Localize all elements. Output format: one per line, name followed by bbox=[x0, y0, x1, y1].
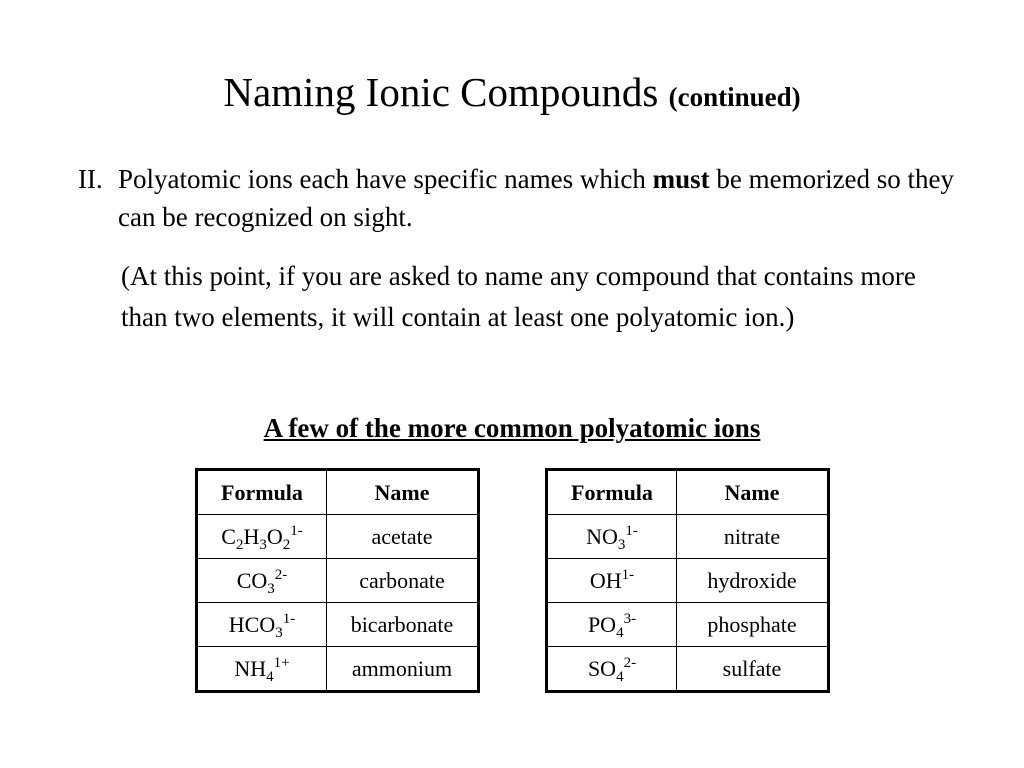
table-row bbox=[197, 647, 479, 692]
name-cell: hydroxide bbox=[677, 559, 829, 603]
parenthetical-note: (At this point, if you are asked to name any compound that contains more than two elements, it will contain at least one polyatomic ion.) bbox=[121, 261, 916, 332]
formula-subscript: 4 bbox=[616, 624, 624, 641]
formula-charge: 2- bbox=[274, 566, 288, 583]
formula-cell bbox=[197, 515, 327, 559]
slide-title bbox=[0, 66, 1024, 123]
formula-header: Formula bbox=[547, 470, 677, 515]
table-header-row bbox=[197, 470, 479, 515]
point-text-after: be memorized so they can be recognized on sight. bbox=[118, 164, 955, 232]
formula-charge: 1- bbox=[290, 522, 303, 539]
formula-symbol: O bbox=[266, 523, 283, 549]
slide-title-main: Naming Ionic Compounds bbox=[223, 69, 659, 115]
formula-charge: 1- bbox=[621, 566, 635, 583]
name-cell: ammonium bbox=[327, 647, 479, 692]
point-number: II. bbox=[78, 164, 103, 194]
table-row bbox=[197, 515, 479, 559]
name-cell: sulfate bbox=[677, 647, 829, 692]
formula-symbol: OH bbox=[589, 567, 622, 593]
formula-subscript: 3 bbox=[259, 536, 267, 553]
formula-symbol: CO bbox=[236, 567, 268, 593]
name-header: Name bbox=[327, 470, 479, 515]
point-text-before: Polyatomic ions each have specific names which bbox=[118, 164, 653, 194]
name-header: Name bbox=[677, 470, 829, 515]
name-cell: phosphate bbox=[677, 603, 829, 647]
name-cell: carbonate bbox=[327, 559, 479, 603]
formula-cell bbox=[197, 603, 327, 647]
formula-symbol: HCO bbox=[228, 611, 276, 637]
formula-charge: 1+ bbox=[273, 654, 290, 671]
formula-subscript: 3 bbox=[617, 536, 626, 553]
formula-charge: 1- bbox=[282, 610, 296, 627]
formula-symbol: PO bbox=[587, 611, 617, 637]
table-caption: A few of the more common polyatomic ions bbox=[263, 413, 761, 443]
formula-cell bbox=[197, 647, 327, 692]
table-row bbox=[547, 515, 829, 559]
formula-subscript: 3 bbox=[267, 580, 275, 597]
formula-symbol: H bbox=[243, 523, 260, 549]
formula-header: Formula bbox=[197, 470, 327, 515]
formula-cell bbox=[547, 559, 677, 603]
formula-subscript: 2 bbox=[235, 536, 244, 553]
table-row bbox=[197, 559, 479, 603]
formula-cell bbox=[547, 603, 677, 647]
formula-subscript: 4 bbox=[266, 668, 274, 685]
point-two bbox=[78, 160, 958, 236]
point-emphasis: must bbox=[652, 164, 710, 194]
formula-cell bbox=[547, 647, 677, 692]
formula-subscript: 2 bbox=[282, 536, 291, 553]
point-text bbox=[118, 160, 958, 236]
formula-charge: 2- bbox=[623, 654, 637, 671]
table-header-row bbox=[547, 470, 829, 515]
formula-symbol: NO bbox=[586, 523, 618, 549]
formula-charge: 1- bbox=[625, 522, 638, 539]
table-row bbox=[547, 647, 829, 692]
formula-symbol: NH bbox=[234, 655, 267, 681]
formula-cell bbox=[197, 559, 327, 603]
formula-symbol: C bbox=[221, 523, 236, 549]
table-row bbox=[547, 559, 829, 603]
name-cell: bicarbonate bbox=[327, 603, 479, 647]
formula-symbol: SO bbox=[587, 655, 617, 681]
formula-subscript: 4 bbox=[616, 668, 624, 685]
slide-title-sub: (continued) bbox=[668, 82, 801, 112]
formula-subscript: 3 bbox=[275, 624, 283, 641]
ions-table-left bbox=[195, 468, 480, 693]
table-row bbox=[547, 603, 829, 647]
name-cell: acetate bbox=[327, 515, 479, 559]
formula-cell bbox=[547, 515, 677, 559]
name-cell: nitrate bbox=[677, 515, 829, 559]
formula-charge: 3- bbox=[623, 610, 637, 627]
ions-table-right bbox=[545, 468, 830, 693]
table-row bbox=[197, 603, 479, 647]
